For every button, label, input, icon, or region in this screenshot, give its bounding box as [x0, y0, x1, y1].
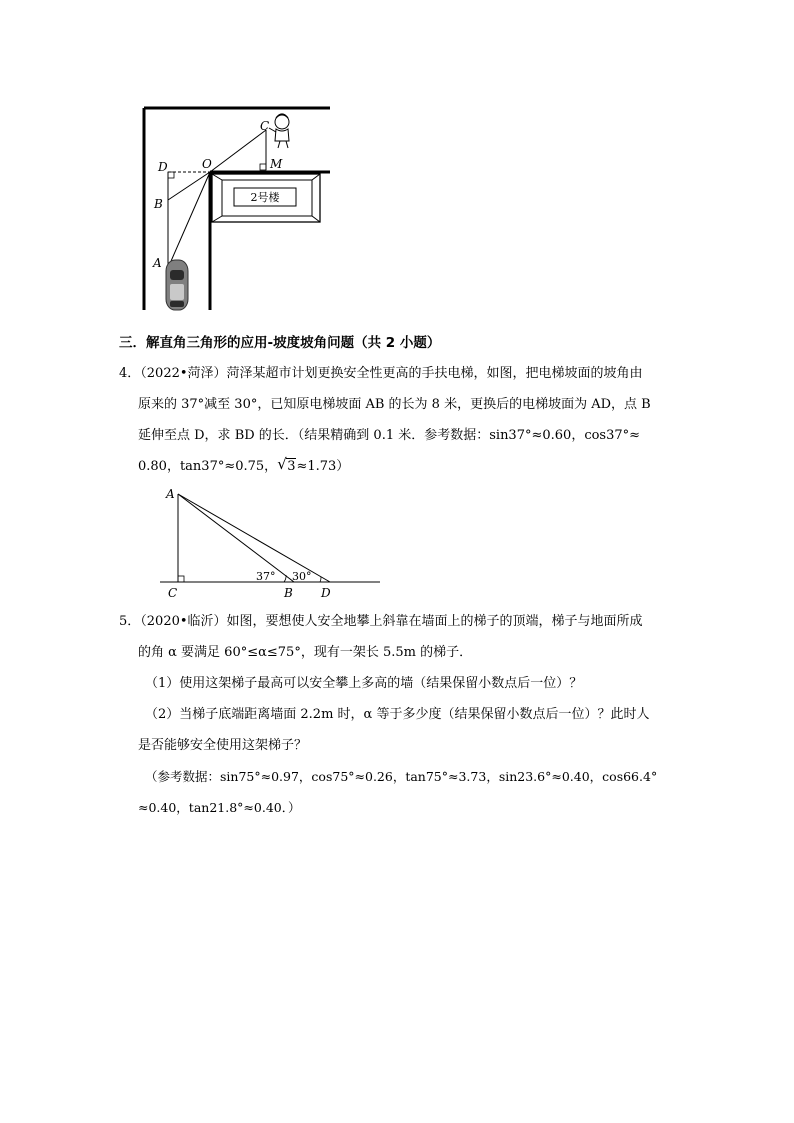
q5-number-label: 5．	[119, 614, 141, 629]
q5-ref1: （参考数据：sin75°≈0.97，cos75°≈0.26，tan75°≈3.73，sin23.6°≈0.40，cos66.4°	[145, 769, 658, 784]
right-angle-d	[168, 172, 174, 178]
angle-arc-30	[320, 577, 321, 582]
car-icon	[166, 260, 188, 310]
q5-part2b: 是否能够安全使用这架梯子？	[138, 738, 308, 753]
label-m: M	[270, 157, 283, 171]
figure-escalator-diagram	[160, 484, 390, 602]
q4-line4-pre: 0.80，tan37°≈0.75，	[138, 459, 278, 474]
q4-line4-post: ≈1.73）	[296, 459, 350, 474]
line-oc	[210, 130, 266, 172]
angle-30-label: 30°	[292, 570, 312, 583]
angle-37-label: 37°	[256, 570, 276, 583]
line-ad	[178, 494, 330, 582]
person-icon	[269, 114, 289, 148]
q4-line3: 延伸至点 D，求 BD 的长．（结果精确到 0.1 米．参考数据：sin37°≈0.60，cos37°≈	[138, 428, 641, 443]
label-b: B	[154, 197, 163, 211]
q4-number-label: 4．	[119, 366, 141, 381]
line-ab	[178, 494, 294, 582]
figure-building-diagram	[130, 100, 370, 315]
label-d: D	[158, 160, 168, 174]
q5-line1: （2020•临沂）如图，要想使人安全地攀上斜靠在墙面上的梯子的顶端，梯子与地面所成	[140, 614, 643, 629]
q4-line2: 原来的 37°减至 30°，已知原电梯坡面 AB 的长为 8 米，更换后的电梯坡面为 AD，点 B	[138, 397, 651, 412]
angle-arc-37	[284, 575, 286, 582]
sqrt-radicand: 3	[287, 459, 296, 474]
label-a2: A	[166, 487, 175, 501]
label-d2: D	[321, 586, 331, 600]
q5-number	[119, 614, 643, 630]
label-b2: B	[284, 586, 293, 600]
label-c2: C	[168, 586, 178, 600]
q5-ref2: ≈0.40，tan21.8°≈0.40．）	[138, 800, 301, 815]
label-o: O	[202, 157, 212, 171]
q5-part1: （1）使用这架梯子最高可以安全攀上多高的墙（结果保留小数点后一位）？	[145, 676, 583, 691]
sqrt-symbol: √ 3	[277, 455, 296, 474]
q4-line4	[138, 455, 350, 475]
section-heading: 三．解直角三角形的应用-坡度坡角问题（共 2 小题）	[119, 335, 441, 351]
q5-part2: （2）当梯子底端距离墙面 2.2m 时，α 等于多少度（结果保留小数点后一位）？此时人	[145, 707, 650, 722]
label-a: A	[153, 256, 162, 270]
q5-line2: 的角 α 要满足 60°≤α≤75°，现有一架长 5.5m 的梯子．	[138, 645, 473, 660]
right-angle-c	[178, 576, 184, 582]
building-label: 2号楼	[250, 191, 280, 204]
q4-number	[119, 366, 643, 382]
right-angle-m	[260, 164, 266, 170]
q4-line1: （2022•菏泽）菏泽某超市计划更换安全性更高的手扶电梯，如图，把电梯坡面的坡角由	[140, 366, 643, 381]
label-c: C	[260, 119, 270, 133]
